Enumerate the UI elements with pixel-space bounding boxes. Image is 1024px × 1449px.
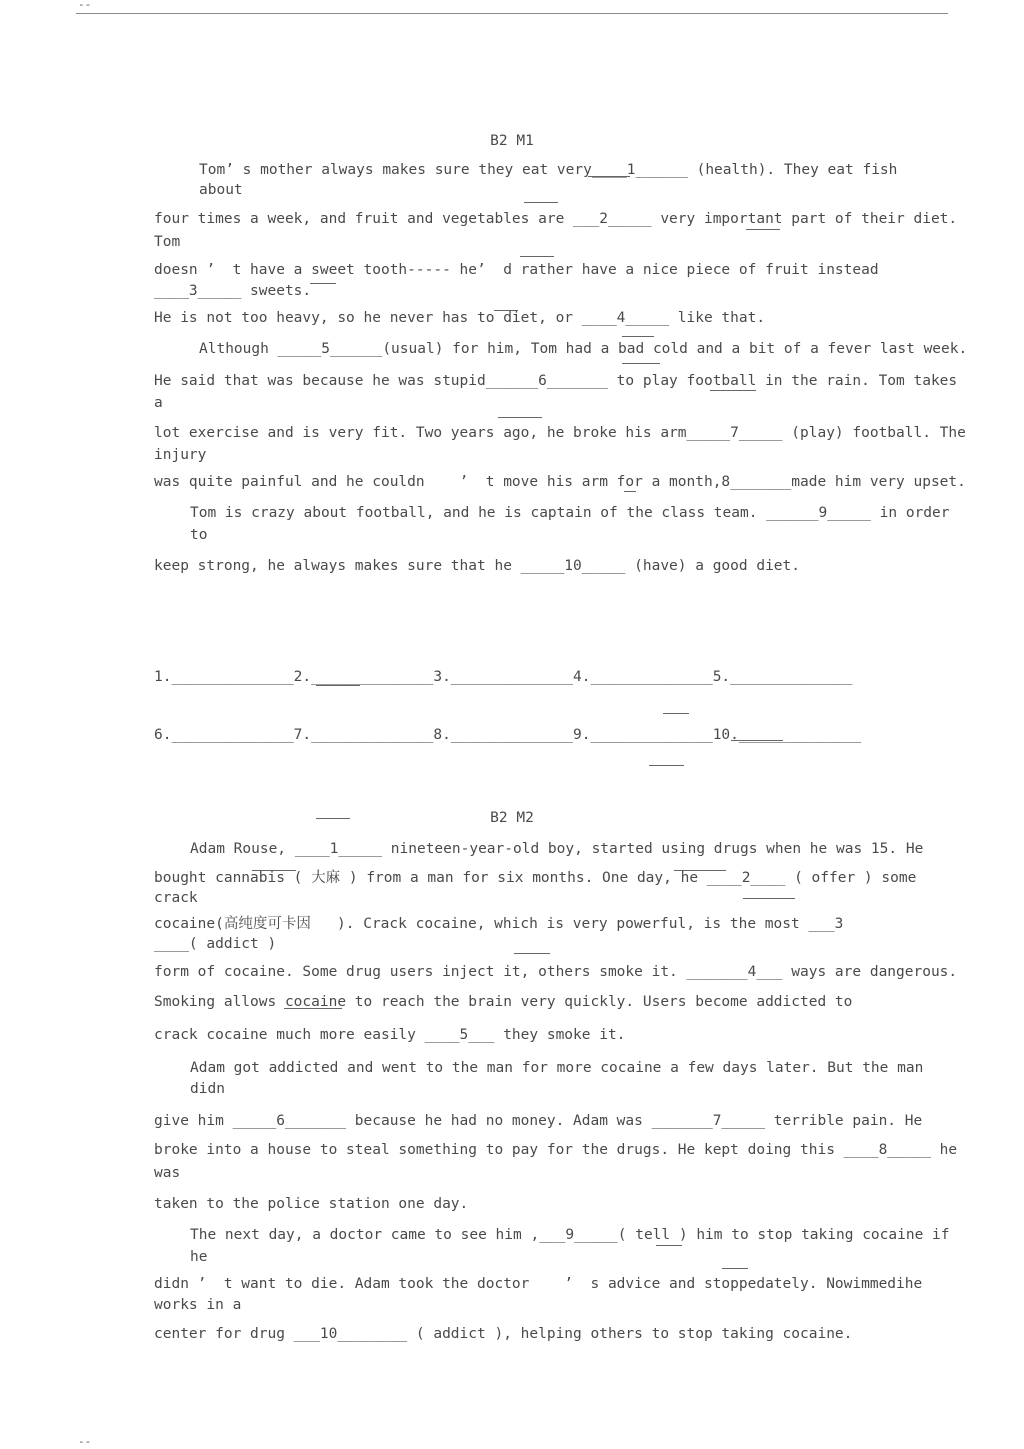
m2-line: crack cocaine much more easily ____5___ they smoke it. xyxy=(154,1027,626,1043)
scan-mark xyxy=(656,1245,682,1246)
scan-mark xyxy=(622,336,654,337)
m1-title: B2 M1 xyxy=(490,133,534,149)
m1-line: lot exercise and is very fit. Two years ago, he broke his arm_____7_____ (play) football. The xyxy=(154,425,966,441)
m2-line: Adam got addicted and went to the man for more cocaine a few days later. But the man xyxy=(190,1060,924,1076)
m2-title: B2 M2 xyxy=(490,810,534,826)
m2-line: didn ’ t want to die. Adam took the doctor ’ s advice and stoppedately. Nowimmedihe xyxy=(154,1276,923,1292)
scan-mark xyxy=(743,898,795,899)
m1-line: Tom’ s mother always makes sure they eat very____1______ (health). They eat fish xyxy=(199,162,898,178)
m2-line: Adam Rouse, ____1_____ nineteen-year-old boy, started using drugs when he was 15. He xyxy=(190,841,924,857)
m2-line: ____( addict ) xyxy=(154,936,277,952)
m1-line: to xyxy=(190,527,208,543)
m1-line: ____3_____ sweets. xyxy=(154,283,312,299)
m2-line: works in a xyxy=(154,1297,242,1313)
scan-mark xyxy=(722,1268,748,1269)
m1-line: Tom is crazy about football, and he is captain of the class team. ______9_____ in order xyxy=(190,505,950,521)
scan-mark xyxy=(588,176,630,177)
m2-line: cocaine(高纯度可卡因 ). Crack cocaine, which is very powerful, is the most ___3 xyxy=(154,916,844,932)
m1-answer-row-1[interactable]: 1.______________2.______________3.______________4.______________5.______________ xyxy=(154,669,853,685)
top-mark: -- xyxy=(78,0,92,11)
m2-line: center for drug ___10________ ( addict ), helping others to stop taking cocaine. xyxy=(154,1326,853,1342)
scan-mark xyxy=(731,740,783,741)
m1-line: keep strong, he always makes sure that he _____10_____ (have) a good diet. xyxy=(154,558,801,574)
scan-mark xyxy=(514,953,550,954)
scan-mark xyxy=(252,870,296,871)
m2-line: crack xyxy=(154,890,198,906)
scan-mark xyxy=(649,765,684,766)
m1-line: He said that was because he was stupid______6_______ to play football in the rain. Tom takes xyxy=(154,373,958,389)
scan-mark xyxy=(284,1008,342,1009)
m2-line: bought cannabis ( 大麻 ) from a man for six months. One day, he ____2____ ( offer ) some xyxy=(154,870,917,886)
scan-mark xyxy=(710,390,756,391)
m1-line: He is not too heavy, so he never has to diet, or ____4_____ like that. xyxy=(154,310,766,326)
m1-line: doesn ’ t have a sweet tooth----- he’ d rather have a nice piece of fruit instead xyxy=(154,262,879,278)
scan-mark xyxy=(498,417,542,418)
scan-mark xyxy=(524,202,558,203)
header-rule xyxy=(76,13,948,14)
m1-line: Although _____5______(usual) for him, Tom had a bad cold and a bit of a fever last week. xyxy=(199,341,968,357)
scan-mark xyxy=(674,870,726,871)
m2-line: form of cocaine. Some drug users inject it, others smoke it. _______4___ ways are dangerous. xyxy=(154,964,958,980)
m1-line: four times a week, and fruit and vegetables are ___2_____ very important part of their diet. xyxy=(154,211,958,227)
scan-mark xyxy=(624,491,636,492)
m1-line: Tom xyxy=(154,234,181,250)
scan-mark xyxy=(746,229,780,230)
m1-line: a xyxy=(154,395,163,411)
scan-mark xyxy=(316,685,360,686)
m2-line: didn xyxy=(190,1081,225,1097)
scan-mark xyxy=(494,310,518,311)
m2-line: Smoking allows cocaine to reach the brain very quickly. Users become addicted to xyxy=(154,994,853,1010)
scan-mark xyxy=(310,283,336,284)
bottom-mark: -- xyxy=(78,1435,92,1448)
m2-line: The next day, a doctor came to see him ,___9_____( tell ) him to stop taking cocaine if xyxy=(190,1227,950,1243)
m2-line: give him _____6_______ because he had no money. Adam was _______7_____ terrible pain. He xyxy=(154,1113,923,1129)
m1-line: injury xyxy=(154,447,207,463)
m2-line: taken to the police station one day. xyxy=(154,1196,469,1212)
m2-line: he xyxy=(190,1249,208,1265)
m1-line: was quite painful and he couldn ’ t move his arm for a month,8_______made him very upset. xyxy=(154,474,966,490)
scan-mark xyxy=(663,713,689,714)
m1-answer-row-2[interactable]: 6.______________7.______________8.______________9.______________10.______________ xyxy=(154,727,862,743)
scan-mark xyxy=(520,256,554,257)
m1-line: about xyxy=(199,182,243,198)
m2-line: was xyxy=(154,1165,181,1181)
scan-mark xyxy=(622,363,660,364)
m2-line: broke into a house to steal something to pay for the drugs. He kept doing this ____8_____ he xyxy=(154,1142,958,1158)
